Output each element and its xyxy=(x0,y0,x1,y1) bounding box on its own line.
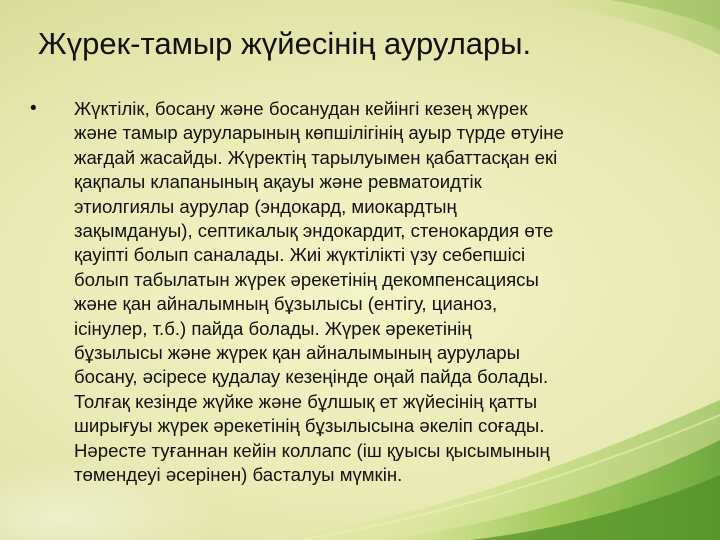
bullet-marker: • xyxy=(30,98,37,119)
slide-title: Жүрек-тамыр жүйесінің аурулары. xyxy=(38,26,532,61)
bullet-list xyxy=(30,97,690,488)
bullet-text: Жүктілік, босану және босанудан кейінгі кезең жүрек және тамыр ауруларының көпшілігінің ауыр түрде өтуіне жағдай жасайды. Жүректің тарылуымен қабаттасқан екі қақпалы клапанының ақауы және ревматоидтік этиолгиялы аурулар (эндокард, миокардтың зақымдануы), септикалық эндокардит, стенокардия өте қауіпті болып саналады. Жиі жүктілікті үзу себепшісі болып табылатын жүрек әрекетінің декомпенсациясы және қан айналымның бұзылысы (ентігу, цианоз, ісінулер, т.б.) пайда болады. Жүрек әрекетінің бұзылысы және жүрек қан айналымының аурулары босану, әсіресе қудалау кезеңінде оңай пайда болады. Толғақ кезінде жүйке және бұлшық ет жүйесінің қатты ширығуы жүрек әрекетінің бұзылысына әкеліп соғады. Нәресте туғаннан кейін коллапс (іш қуысы қысымының төмендеуі әсерінен) басталуы мүмкін. xyxy=(74,98,564,486)
